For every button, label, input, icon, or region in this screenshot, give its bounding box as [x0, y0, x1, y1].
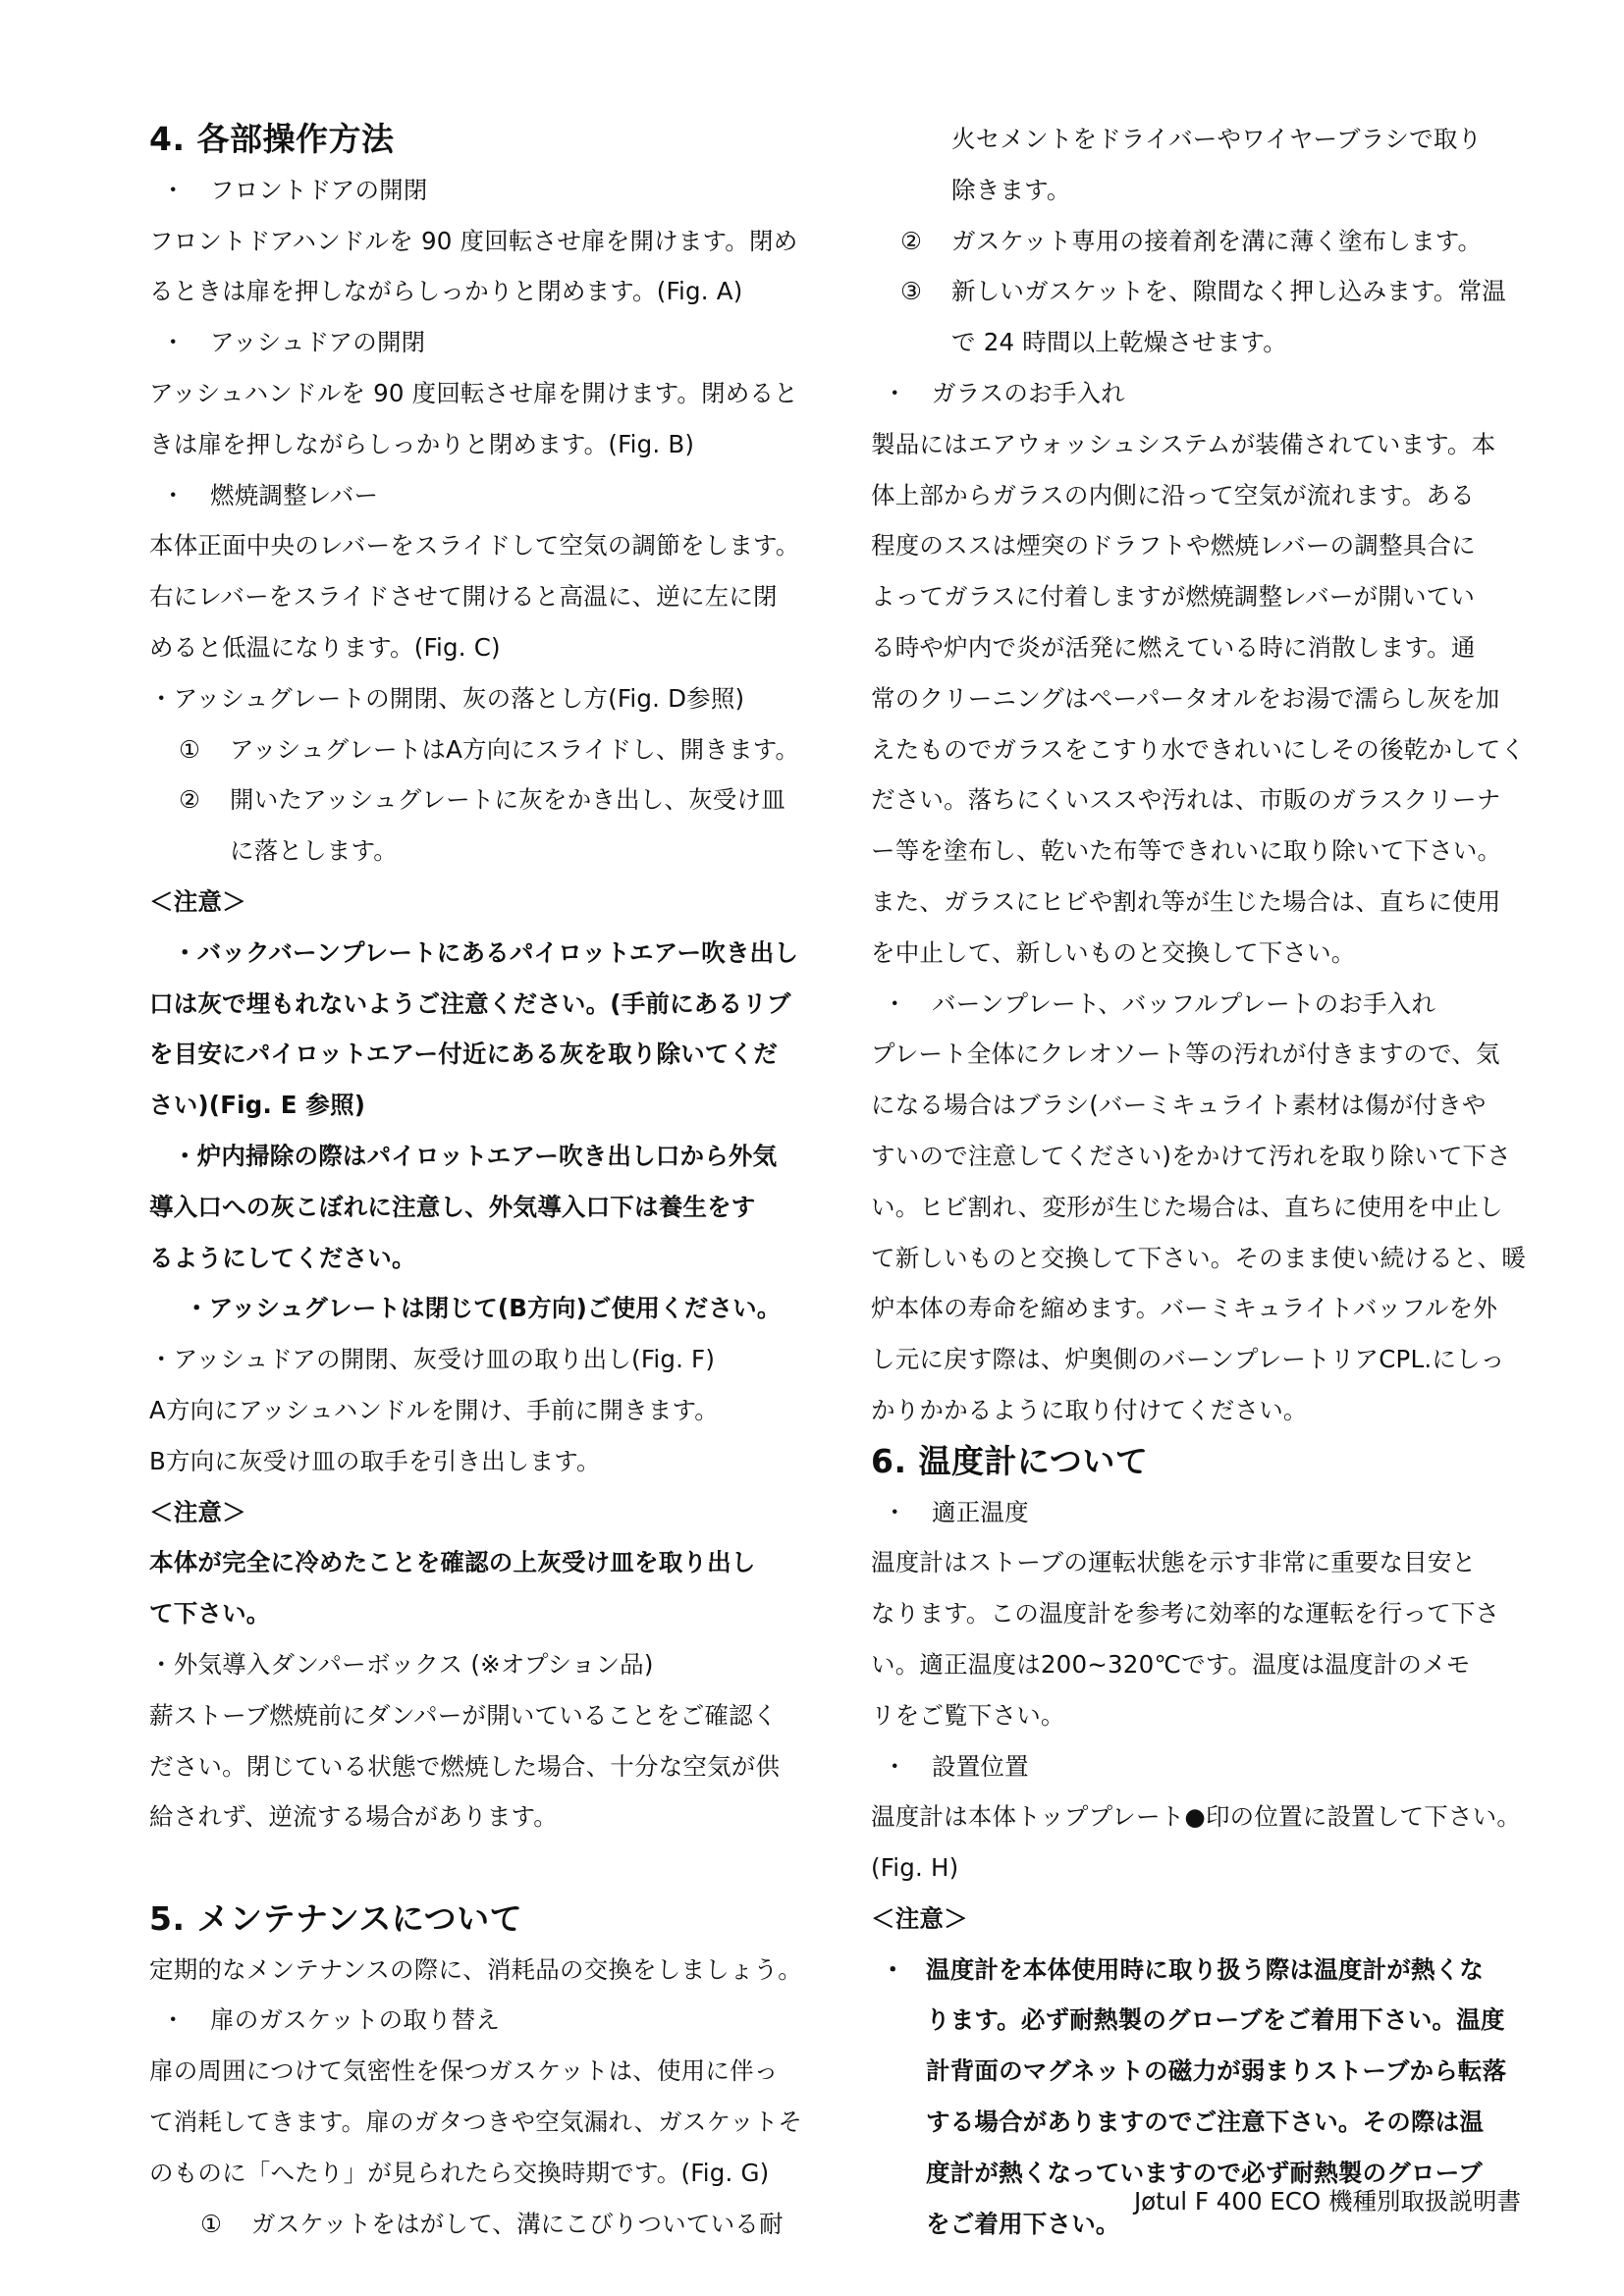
line-text: 口は灰で埋もれないようご注意ください。(手前にあるリブ: [149, 988, 791, 1018]
caution-bullet-line: [871, 2097, 1548, 2148]
step-text: 除きます。: [951, 175, 1071, 204]
line-text: ・アッシュグレートは閉じて(B方向)ご使用ください。: [185, 1294, 782, 1323]
body-line: [871, 1131, 1548, 1182]
left-column: [149, 114, 832, 2249]
line-text: B方向に灰受け皿の取手を引き出します。: [149, 1446, 601, 1475]
caution-text: をご着用下さい。: [926, 2209, 1120, 2238]
body-line: [871, 724, 1548, 775]
caution-text: ります。必ず耐熱製のグローブをご着用下さい。温度: [926, 2005, 1505, 2035]
line-text: なります。この温度計を参考に効率的な運転を行って下さ: [871, 1599, 1500, 1629]
line-text: 本体が完全に冷めたことを確認の上灰受け皿を取り出し: [149, 1548, 756, 1577]
body-line: [871, 1182, 1548, 1233]
caution-text: 計背面のマグネットの磁力が弱まりストーブから転落: [926, 2056, 1507, 2086]
line-text: い。適正温度は200~320℃です。温度は温度計のメモ: [871, 1649, 1471, 1679]
caution-line: [149, 1131, 832, 1182]
caution-line: [149, 928, 832, 979]
caution-line: [149, 1029, 832, 1080]
body-line: [871, 1588, 1548, 1639]
numbered-step: [149, 2199, 832, 2250]
body-line: [149, 266, 832, 317]
line-text: のものに「へたり」が見られたら交換時期です。(Fig. G): [149, 2158, 770, 2187]
body-line: [149, 1385, 832, 1436]
line-text: 温度計はストーブの運転状態を示す非常に重要な目安と: [871, 1548, 1477, 1577]
body-line: [149, 1334, 832, 1385]
line-text: て下さい。: [149, 1599, 271, 1629]
caution-line: [149, 1487, 832, 1538]
caution-line: [871, 1894, 1548, 1945]
bullet-item: [149, 317, 832, 368]
line-text: を目安にパイロットエアー付近にある灰を取り除いてくだ: [149, 1040, 778, 1069]
step-number: ①: [179, 734, 201, 764]
line-text: よってガラスに付着しますが燃焼調整レバーが開いてい: [871, 582, 1476, 612]
section-heading-text: 4. 各部操作方法: [149, 120, 395, 158]
body-line: [149, 673, 832, 724]
bullet-text: 適正温度: [932, 1497, 1029, 1526]
bullet-item: [871, 368, 1548, 419]
body-line: [871, 571, 1548, 622]
bullet-item: [149, 1995, 832, 2046]
numbered-step: [149, 774, 832, 826]
bullet-text: アッシュドアの開閉: [210, 328, 426, 357]
line-text: さい)(Fig. E 参照): [149, 1091, 366, 1120]
body-line: [871, 1690, 1548, 1741]
line-text: めると低温になります。(Fig. C): [149, 632, 501, 662]
caution-line: [149, 1233, 832, 1284]
body-line: [871, 419, 1548, 470]
line-text: ＜注意＞: [871, 1903, 968, 1933]
numbered-step: [149, 724, 832, 775]
body-line: [149, 622, 832, 673]
body-line: [871, 1791, 1548, 1842]
bullet-mark: ・: [161, 2005, 186, 2035]
line-text: 定期的なメンテナンスの際に、消耗品の交換をしましょう。: [149, 1954, 802, 1984]
line-text: 給されず、逆流する場合があります。: [149, 1802, 558, 1832]
line-text: ・アッシュドアの開閉、灰受け皿の取り出し(Fig. F): [149, 1345, 716, 1374]
line-text: ー等を塗布し、乾いた布等できれいに取り除いて下さい。: [871, 836, 1502, 866]
line-text: て新しいものと交換して下さい。そのまま使い続けると、暖: [871, 1243, 1526, 1272]
bullet-mark: ・: [883, 1497, 907, 1526]
line-text: 炉本体の寿命を縮めます。バーミキュライトバッフルを外: [871, 1294, 1498, 1323]
caution-line: [149, 1283, 832, 1334]
line-text: を中止して、新しいものと交換して下さい。: [871, 937, 1356, 967]
body-line: [149, 1945, 832, 1996]
body-line: [871, 826, 1548, 877]
body-line: [871, 1283, 1548, 1334]
body-line: [871, 774, 1548, 826]
numbered-step: [871, 266, 1548, 317]
line-text: フロントドアハンドルを 90 度回転させ扉を開けます。閉め: [149, 226, 798, 255]
step-text: 火セメントをドライバーやワイヤーブラシで取り: [951, 125, 1483, 153]
section-heading: [149, 1894, 832, 1945]
bullet-mark: ・: [883, 1751, 907, 1781]
step-text: アッシュグレートはA方向にスライドし、開きます。: [230, 734, 800, 764]
caution-text: 度計が熱くなっていますので必ず耐熱製のグローブ: [926, 2158, 1483, 2187]
body-line: [149, 571, 832, 622]
line-text: かりかかるように取り付けてください。: [871, 1395, 1308, 1424]
line-text: になる場合はブラシ(バーミキュライト素材は傷が付きや: [871, 1091, 1487, 1120]
line-text: 温度計は本体トッププレート●印の位置に設置して下さい。: [871, 1802, 1522, 1832]
line-text: し元に戻す際は、炉奥側のバーンプレートリアCPL.にしっ: [871, 1345, 1505, 1374]
line-text: A方向にアッシュハンドルを開け、手前に開きます。: [149, 1395, 719, 1424]
bullet-text: 設置位置: [932, 1751, 1029, 1781]
line-text: て消耗してきます。扉のガタつきや空気漏れ、ガスケットそ: [149, 2108, 803, 2137]
caution-line: [149, 1182, 832, 1233]
step-text: ガスケット専用の接着剤を溝に薄く塗布します。: [951, 226, 1483, 255]
line-text: アッシュハンドルを 90 度回転させ扉を開けます。閉めると: [149, 378, 798, 407]
step-text: に落とします。: [230, 836, 398, 866]
body-line: [871, 1537, 1548, 1588]
body-line: [149, 1791, 832, 1842]
caution-bullet-line: [871, 1945, 1548, 1996]
blank-line: [149, 1842, 832, 1894]
line-text: るときは扉を押しながらしっかりと閉めます。(Fig. A): [149, 277, 743, 306]
line-text: 右にレバーをスライドさせて開けると高温に、逆に左に閉: [149, 582, 778, 612]
line-text: 導入口への灰こぼれに注意し、外気導入口下は養生をす: [149, 1192, 756, 1221]
step-text: 開いたアッシュグレートに灰をかき出し、灰受け皿: [230, 785, 785, 815]
bullet-mark: ・: [161, 175, 186, 204]
line-text: 扉の周囲につけて気密性を保つガスケットは、使用に伴っ: [149, 2056, 779, 2086]
caution-bullet-line: [871, 1995, 1548, 2046]
bullet-text: バーンプレート、バッフルプレートのお手入れ: [932, 988, 1436, 1018]
body-line: [149, 1436, 832, 1487]
numbered-step: [871, 114, 1548, 165]
line-text: プレート全体にクレオソート等の汚れが付きますので、気: [871, 1040, 1500, 1069]
body-line: [149, 419, 832, 470]
section-heading-text: 5. メンテナンスについて: [149, 1898, 523, 1938]
bullet-item: [871, 1741, 1548, 1792]
line-text: ＜注意＞: [149, 886, 246, 916]
caution-text: する場合がありますのでご注意下さい。その際は温: [926, 2108, 1485, 2137]
line-text: きは扉を押しながらしっかりと閉めます。(Fig. B): [149, 429, 695, 458]
body-line: [149, 1690, 832, 1741]
line-text: ・アッシュグレートの開閉、灰の落とし方(Fig. D参照): [149, 683, 745, 713]
bullet-mark: ・: [883, 378, 907, 407]
line-text: ださい。落ちにくいススや汚れは、市販のガラスクリーナ: [871, 785, 1501, 815]
line-text: 本体正面中央のレバーをスライドして空気の調節をします。: [149, 531, 800, 561]
step-text: 新しいガスケットを、隙間なく押し込みます。常温: [951, 277, 1506, 306]
body-line: [149, 2097, 832, 2148]
body-line: [149, 520, 832, 571]
body-line: [871, 470, 1548, 521]
body-line: [871, 1334, 1548, 1385]
body-line: [871, 1080, 1548, 1131]
line-text: 常のクリーニングはペーパータオルをお湯で濡らし灰を加: [871, 683, 1500, 713]
bullet-text: フロントドアの開閉: [210, 175, 428, 204]
body-line: [871, 1385, 1548, 1436]
line-text: 薪ストーブ燃焼前にダンパーが開いていることをご確認く: [149, 1700, 778, 1730]
line-text: ＜注意＞: [149, 1497, 246, 1526]
body-line: [871, 1233, 1548, 1284]
bullet-text: ガラスのお手入れ: [932, 378, 1125, 407]
bullet-item: [871, 1487, 1548, 1538]
step-number: ②: [179, 785, 201, 815]
caution-text: 温度計を本体使用時に取り扱う際は温度計が熱くな: [926, 1954, 1485, 1984]
section-heading-text: 6. 温度計について: [871, 1441, 1149, 1480]
body-line: [871, 520, 1548, 571]
body-line: [871, 673, 1548, 724]
line-text: ・外気導入ダンパーボックス (※オプション品): [149, 1649, 654, 1679]
numbered-step: [871, 317, 1548, 368]
caution-line: [149, 1588, 832, 1639]
body-line: [871, 928, 1548, 979]
body-line: [871, 1029, 1548, 1080]
body-line: [149, 216, 832, 267]
line-text: る時や炉内で炎が活発に燃えている時に消散します。通: [871, 632, 1476, 662]
caution-line: [149, 1080, 832, 1131]
page-footer: Jøtul F 400 ECO 機種別取扱説明書: [1133, 2187, 1521, 2216]
body-line: [149, 368, 832, 419]
line-text: 製品にはエアウォッシュシステムが装備されています。本: [871, 429, 1496, 458]
step-text: ガスケットをはがして、溝にこびりついている耐: [251, 2209, 784, 2238]
line-text: えたものでガラスをこすり水できれいにしその後乾かしてく: [871, 734, 1526, 764]
line-text: るようにしてください。: [149, 1243, 416, 1272]
caution-bullet-line: [871, 2046, 1548, 2097]
line-text: (Fig. H): [871, 1853, 959, 1883]
section-heading: [149, 114, 832, 165]
body-line: [871, 622, 1548, 673]
bullet-mark: ・: [883, 988, 907, 1018]
body-line: [149, 2148, 832, 2199]
bullet-item: [149, 165, 832, 216]
bullet-mark: ・: [881, 1954, 905, 1984]
bullet-text: 燃焼調整レバー: [210, 480, 379, 509]
caution-line: [149, 979, 832, 1030]
body-line: [871, 877, 1548, 928]
bullet-mark: ・: [161, 328, 186, 357]
bullet-item: [149, 470, 832, 521]
numbered-step: [871, 216, 1548, 267]
body-line: [149, 1639, 832, 1690]
line-text: 体上部からガラスの内側に沿って空気が流れます。ある: [871, 480, 1475, 509]
line-text: 程度のススは煙突のドラフトや燃焼レバーの調整具合に: [871, 531, 1476, 561]
step-text: で 24 時間以上乾燥させます。: [951, 328, 1287, 357]
caution-line: [149, 877, 832, 928]
step-number: ③: [900, 277, 923, 306]
numbered-step: [149, 826, 832, 877]
section-heading: [871, 1436, 1548, 1487]
body-line: [871, 1639, 1548, 1690]
line-text: ・炉内掃除の際はパイロットエアー吹き出し口から外気: [173, 1141, 778, 1170]
line-text: ・バックバーンプレートにあるパイロットエアー吹き出し: [173, 937, 799, 967]
line-text: すいので注意してください)をかけて汚れを取り除いて下さ: [871, 1141, 1511, 1170]
bullet-text: 扉のガスケットの取り替え: [210, 2005, 501, 2035]
bullet-mark: ・: [161, 480, 186, 509]
line-text: リをご覧下さい。: [871, 1700, 1065, 1730]
bullet-item: [871, 979, 1548, 1030]
step-number: ②: [900, 226, 923, 255]
line-text: また、ガラスにヒビや割れ等が生じた場合は、直ちに使用: [871, 886, 1501, 916]
line-text: ださい。閉じている状態で燃焼した場合、十分な空気が供: [149, 1751, 781, 1781]
body-line: [149, 1741, 832, 1792]
caution-line: [149, 1537, 832, 1588]
body-line: [871, 1842, 1548, 1894]
right-column: [871, 114, 1548, 2249]
line-text: い。ヒビ割れ、変形が生じた場合は、直ちに使用を中止し: [871, 1192, 1503, 1221]
step-number: ①: [200, 2209, 223, 2238]
body-line: [149, 2046, 832, 2097]
numbered-step: [871, 165, 1548, 216]
